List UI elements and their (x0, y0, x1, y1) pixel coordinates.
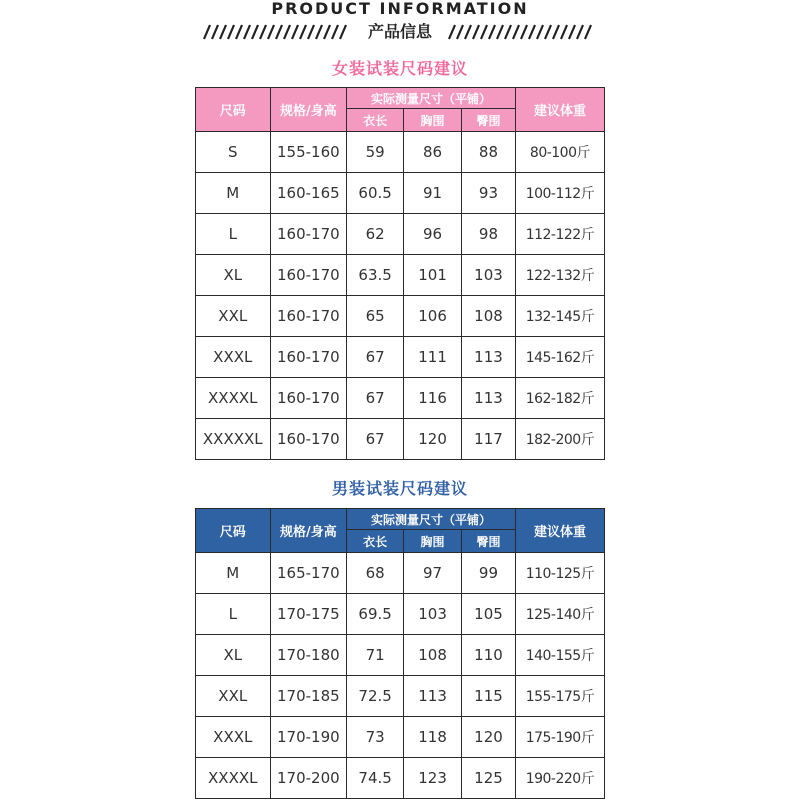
cell-hip: 93 (462, 173, 516, 214)
cell-chest: 101 (404, 255, 462, 296)
cell-hip: 113 (462, 378, 516, 419)
cell-hip: 105 (462, 594, 516, 635)
cell-length: 60.5 (347, 173, 404, 214)
cell-height: 170-180 (270, 635, 347, 676)
cell-length: 62 (347, 214, 404, 255)
cell-chest: 91 (404, 173, 462, 214)
cell-size: M (196, 173, 271, 214)
col-header-length: 衣长 (347, 530, 404, 553)
cell-length: 63.5 (347, 255, 404, 296)
cell-chest: 103 (404, 594, 462, 635)
cell-height: 170-185 (270, 676, 347, 717)
cell-height: 170-175 (270, 594, 347, 635)
col-header-chest: 胸围 (404, 530, 462, 553)
cell-weight: 125-140斤 (515, 594, 604, 635)
cell-chest: 116 (404, 378, 462, 419)
cell-size: M (196, 553, 271, 594)
men-size-table (195, 508, 605, 799)
cell-height: 160-170 (270, 214, 347, 255)
cell-height: 160-170 (270, 337, 347, 378)
cell-height: 160-170 (270, 378, 347, 419)
cell-weight: 155-175斤 (515, 676, 604, 717)
cell-length: 67 (347, 337, 404, 378)
cell-size: XXXL (196, 337, 271, 378)
cell-length: 73 (347, 717, 404, 758)
table-row (196, 173, 605, 214)
cell-weight: 132-145斤 (515, 296, 604, 337)
table-row (196, 378, 605, 419)
table-row (196, 214, 605, 255)
table-row (196, 553, 605, 594)
cell-chest: 106 (404, 296, 462, 337)
cell-weight: 140-155斤 (515, 635, 604, 676)
cell-size: XXXL (196, 717, 271, 758)
cell-hip: 117 (462, 419, 516, 460)
cell-chest: 111 (404, 337, 462, 378)
col-header-size: 尺码 (196, 88, 271, 132)
header-subtitle: 产品信息 (367, 22, 432, 41)
table-row (196, 419, 605, 460)
cell-weight: 100-112斤 (515, 173, 604, 214)
table-row (196, 676, 605, 717)
cell-weight: 80-100斤 (515, 132, 604, 173)
cell-length: 65 (347, 296, 404, 337)
cell-size: XL (196, 255, 271, 296)
cell-length: 59 (347, 132, 404, 173)
cell-size: XXL (196, 676, 271, 717)
cell-size: L (196, 214, 271, 255)
col-header-spec: 规格/身高 (270, 509, 347, 553)
cell-chest: 108 (404, 635, 462, 676)
table-row (196, 255, 605, 296)
women-size-table (195, 87, 605, 460)
cell-size: S (196, 132, 271, 173)
col-header-hip: 臀围 (462, 530, 516, 553)
table-row (196, 296, 605, 337)
cell-length: 69.5 (347, 594, 404, 635)
cell-length: 72.5 (347, 676, 404, 717)
cell-size: XXL (196, 296, 271, 337)
cell-chest: 118 (404, 717, 462, 758)
cell-chest: 120 (404, 419, 462, 460)
cell-chest: 123 (404, 758, 462, 799)
table-row (196, 758, 605, 799)
cell-size: XL (196, 635, 271, 676)
cell-hip: 99 (462, 553, 516, 594)
col-header-spec: 规格/身高 (270, 88, 347, 132)
table-row (196, 132, 605, 173)
col-header-chest: 胸围 (404, 109, 462, 132)
cell-height: 160-170 (270, 296, 347, 337)
women-section-title: 女装试装尺码建议 (331, 59, 468, 78)
col-header-length: 衣长 (347, 109, 404, 132)
cell-hip: 125 (462, 758, 516, 799)
cell-hip: 88 (462, 132, 516, 173)
cell-weight: 112-122斤 (515, 214, 604, 255)
cell-length: 74.5 (347, 758, 404, 799)
cell-hip: 108 (462, 296, 516, 337)
header-title: PRODUCT INFORMATION (271, 0, 529, 18)
table-row (196, 717, 605, 758)
cell-hip: 115 (462, 676, 516, 717)
col-header-weight: 建议体重 (515, 88, 604, 132)
cell-weight: 175-190斤 (515, 717, 604, 758)
cell-hip: 113 (462, 337, 516, 378)
cell-weight: 110-125斤 (515, 553, 604, 594)
col-header-measure: 实际测量尺寸（平铺） (347, 509, 516, 530)
cell-weight: 162-182斤 (515, 378, 604, 419)
cell-size: XXXXXL (196, 419, 271, 460)
cell-height: 160-165 (270, 173, 347, 214)
cell-size: L (196, 594, 271, 635)
cell-weight: 122-132斤 (515, 255, 604, 296)
cell-height: 160-170 (270, 255, 347, 296)
cell-height: 165-170 (270, 553, 347, 594)
cell-size: XXXXL (196, 378, 271, 419)
cell-size: XXXXL (196, 758, 271, 799)
cell-hip: 110 (462, 635, 516, 676)
col-header-weight: 建议体重 (515, 509, 604, 553)
cell-height: 170-190 (270, 717, 347, 758)
cell-hip: 98 (462, 214, 516, 255)
col-header-measure: 实际测量尺寸（平铺） (347, 88, 516, 109)
table-row (196, 337, 605, 378)
col-header-size: 尺码 (196, 509, 271, 553)
cell-weight: 190-220斤 (515, 758, 604, 799)
cell-chest: 113 (404, 676, 462, 717)
col-header-hip: 臀围 (462, 109, 516, 132)
cell-chest: 96 (404, 214, 462, 255)
men-section-title: 男装试装尺码建议 (331, 479, 468, 498)
decorative-stripes-right (445, 22, 595, 40)
cell-length: 68 (347, 553, 404, 594)
cell-chest: 97 (404, 553, 462, 594)
cell-weight: 182-200斤 (515, 419, 604, 460)
cell-hip: 120 (462, 717, 516, 758)
cell-height: 170-200 (270, 758, 347, 799)
cell-length: 67 (347, 419, 404, 460)
table-row (196, 635, 605, 676)
table-row (196, 594, 605, 635)
cell-length: 67 (347, 378, 404, 419)
cell-height: 155-160 (270, 132, 347, 173)
cell-length: 71 (347, 635, 404, 676)
cell-chest: 86 (404, 132, 462, 173)
cell-hip: 103 (462, 255, 516, 296)
cell-height: 160-170 (270, 419, 347, 460)
cell-weight: 145-162斤 (515, 337, 604, 378)
